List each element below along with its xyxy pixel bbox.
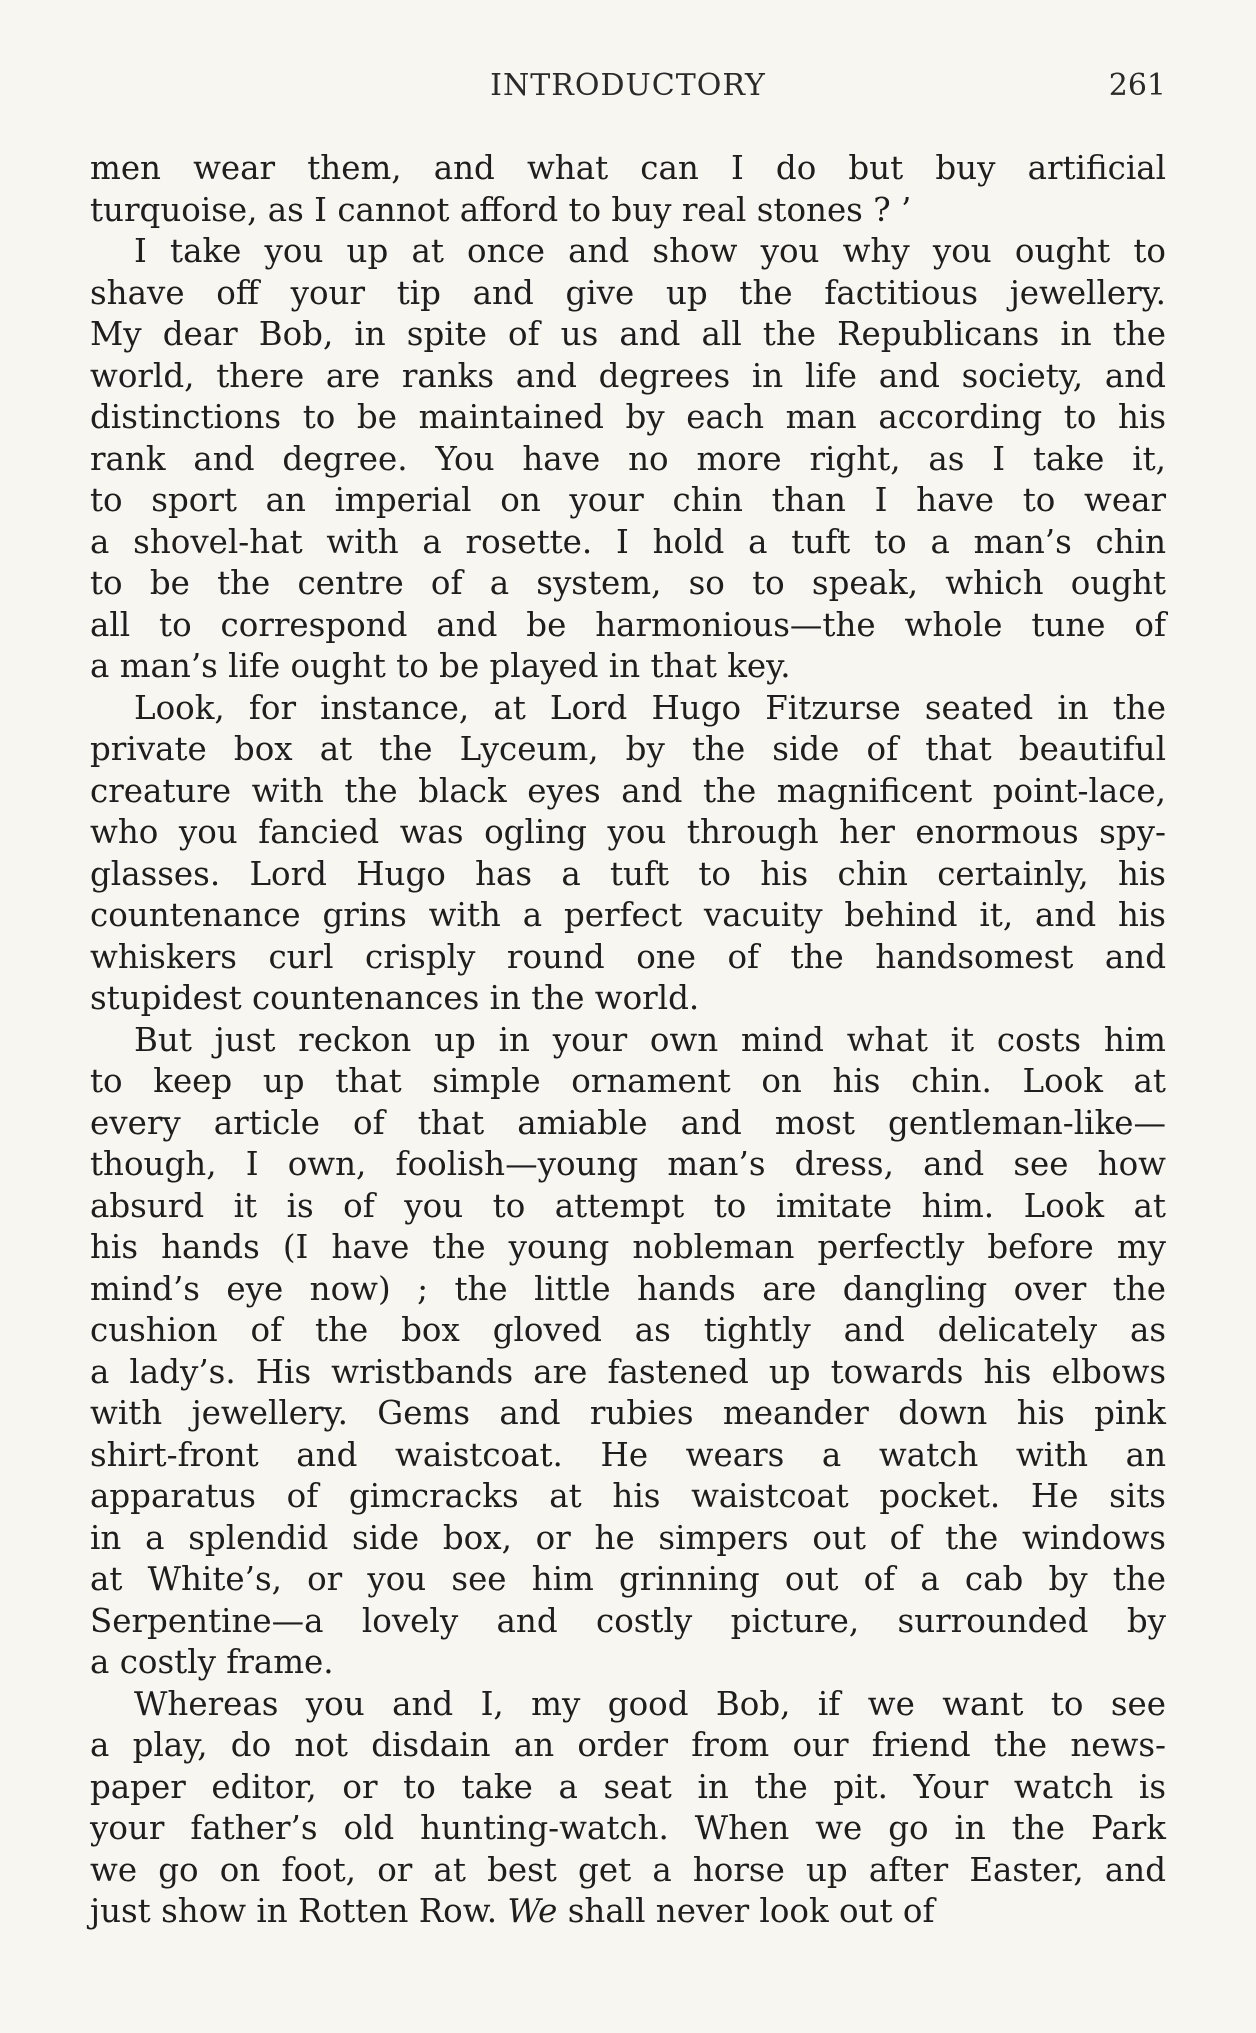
- text-line: at White’s, or you see him grinning out of a cab by the: [90, 1560, 1166, 1598]
- text-line: a play, do not disdain an order from our friend the news-: [90, 1726, 1166, 1764]
- text-line: shirt-front and waistcoat. He wears a watch with an: [90, 1435, 1166, 1474]
- text-line: his hands (I have the young nobleman perfectly before my: [90, 1228, 1166, 1266]
- text-line: a shovel-hat with a rosette. I hold a tuft to a man’s chin: [90, 522, 1166, 561]
- text-line: rank and degree. You have no more right, as I take it,: [90, 439, 1166, 478]
- text-line: all to correspond and be harmonious—the whole tune of: [90, 605, 1166, 644]
- text-line: absurd it is of you to attempt to imitate him. Look at: [90, 1186, 1166, 1225]
- text-line: a man’s life ought to be played in that key.: [90, 647, 791, 685]
- text-line: glasses. Lord Hugo has a tuft to his chin certainly, his: [90, 854, 1166, 893]
- text-line: distinctions to be maintained by each man according to his: [90, 398, 1166, 436]
- text-line: apparatus of gimcracks at his waistcoat pocket. He sits: [90, 1477, 1166, 1515]
- text-line: I take you up at once and show you why you ought to: [134, 232, 1166, 270]
- text-line: paper editor, or to take a seat in the pit. Your watch is: [90, 1767, 1166, 1806]
- text-line: we go on foot, or at best get a horse up after Easter, and: [90, 1850, 1166, 1889]
- text-line: world, there are ranks and degrees in life and society, and: [90, 356, 1166, 395]
- text-line: men wear them, and what can I do but buy artificial: [90, 149, 1166, 187]
- text-line: though, I own, foolish—young man’s dress, and see how: [90, 1145, 1166, 1183]
- text-line: to keep up that simple ornament on his chin. Look at: [90, 1062, 1166, 1100]
- page-number: 261: [1108, 68, 1166, 103]
- text-line: cushion of the box gloved as tightly and delicately as: [90, 1311, 1166, 1349]
- text-line: to sport an imperial on your chin than I have to wear: [90, 481, 1166, 519]
- running-head: [90, 68, 1166, 118]
- text-line-final: [90, 1891, 1166, 1933]
- text-line: in a splendid side box, or he simpers out of the windows: [90, 1518, 1166, 1557]
- text-line: with jewellery. Gems and rubies meander down his pink: [90, 1394, 1166, 1432]
- text-line: mind’s eye now) ; the little hands are dangling over the: [90, 1269, 1166, 1308]
- text-line: to be the centre of a system, so to speak, which ought: [90, 564, 1166, 602]
- text-line: Look, for instance, at Lord Hugo Fitzurse seated in the: [134, 688, 1166, 727]
- text-line: My dear Bob, in spite of us and all the Republicans in the: [90, 315, 1166, 353]
- text-line: shave off your tip and give up the factitious jewellery.: [90, 273, 1166, 312]
- text-line: stupidest countenances in the world.: [90, 979, 700, 1017]
- text-line: countenance grins with a perfect vacuity behind it, and his: [90, 896, 1166, 934]
- body-text: [90, 148, 1166, 1933]
- final-line-text: just show in Rotten Row.: [90, 1892, 508, 1930]
- text-line: creature with the black eyes and the magnificent point-lace,: [90, 771, 1166, 810]
- text-line: a lady’s. His wristbands are fastened up towards his elbows: [90, 1352, 1166, 1391]
- italic-emphasis: We: [507, 1892, 558, 1930]
- text-line: whiskers curl crisply round one of the handsomest and: [90, 937, 1166, 976]
- text-line: every article of that amiable and most gentleman-like—: [90, 1103, 1166, 1142]
- text-line: your father’s old hunting-watch. When we go in the Park: [90, 1809, 1166, 1847]
- running-title: INTRODUCTORY: [490, 68, 766, 103]
- text-line: who you fancied was ogling you through her enormous spy-: [90, 813, 1166, 851]
- text-line: Whereas you and I, my good Bob, if we want to see: [134, 1684, 1166, 1723]
- text-line: But just reckon up in your own mind what it costs him: [134, 1020, 1166, 1059]
- text-line: a costly frame.: [90, 1643, 334, 1681]
- final-line-text-end: shall never look out of: [557, 1892, 935, 1930]
- text-line: Serpentine—a lovely and costly picture, surrounded by: [90, 1601, 1166, 1640]
- text-line: private box at the Lyceum, by the side of that beautiful: [90, 730, 1166, 768]
- text-line: turquoise, as I cannot afford to buy real stones ? ’: [90, 190, 912, 229]
